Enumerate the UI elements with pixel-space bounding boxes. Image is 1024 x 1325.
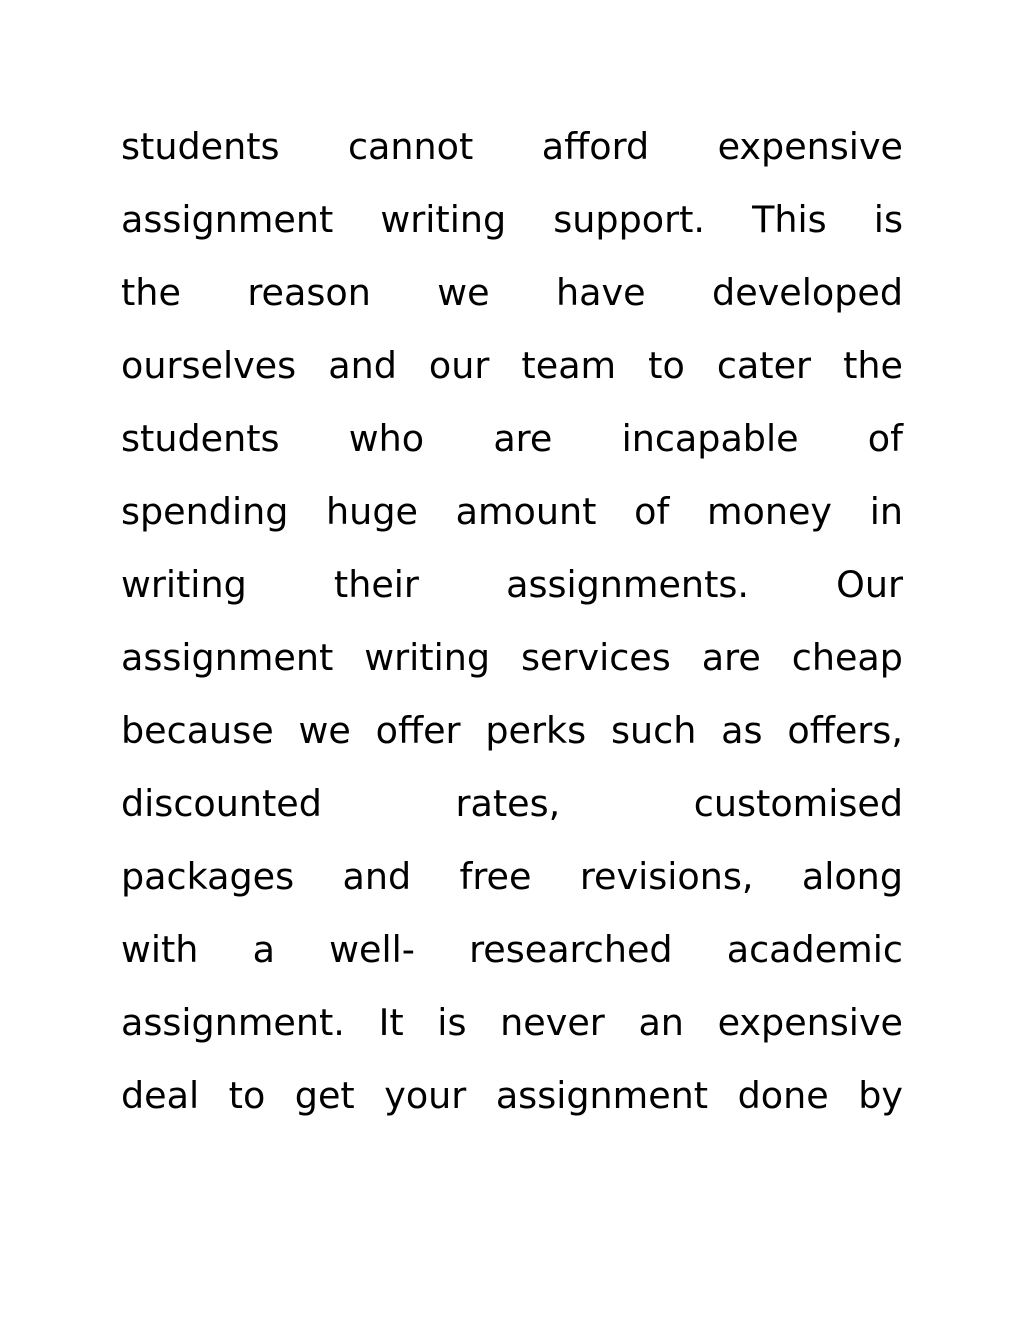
word: assignment	[495, 1074, 709, 1117]
word: a	[252, 928, 275, 971]
word: support.	[553, 198, 706, 241]
text-line-8	[121, 621, 903, 694]
word: Our	[836, 563, 903, 606]
word: of	[634, 490, 670, 533]
text-line-1	[121, 110, 903, 183]
word: rates,	[455, 782, 561, 825]
word: is	[873, 198, 903, 241]
word: discounted	[121, 782, 322, 825]
word: deal	[121, 1074, 200, 1117]
word: expensive	[717, 1001, 903, 1044]
word: ourselves	[121, 344, 297, 387]
word: writing	[121, 563, 247, 606]
word: well-	[329, 928, 415, 971]
word: writing	[380, 198, 507, 241]
word: the	[843, 344, 903, 387]
text-line-7	[121, 548, 903, 621]
word: with	[121, 928, 199, 971]
word: and	[328, 344, 397, 387]
word: cannot	[347, 125, 474, 168]
word: to	[228, 1074, 266, 1117]
text-line-11	[121, 840, 903, 913]
body-paragraph	[121, 110, 903, 1132]
word: in	[869, 490, 903, 533]
text-line-3	[121, 256, 903, 329]
word: students	[121, 417, 280, 460]
word: your	[384, 1074, 467, 1117]
word: assignment.	[121, 1001, 345, 1044]
word: of	[867, 417, 903, 460]
word: get	[294, 1074, 355, 1117]
word: assignments.	[506, 563, 749, 606]
word: offer	[375, 709, 461, 752]
word: by	[858, 1074, 903, 1117]
text-line-9	[121, 694, 903, 767]
word: services	[521, 636, 671, 679]
word: free	[459, 855, 532, 898]
word: because	[121, 709, 274, 752]
text-line-10	[121, 767, 903, 840]
word: assignment	[121, 636, 334, 679]
text-line-4	[121, 329, 903, 402]
word: It	[378, 1001, 404, 1044]
word: to	[648, 344, 685, 387]
word: cater	[716, 344, 812, 387]
word: is	[437, 1001, 467, 1044]
word: expensive	[717, 125, 903, 168]
word: perks	[485, 709, 587, 752]
word: researched	[469, 928, 673, 971]
word: This	[752, 198, 827, 241]
word: money	[706, 490, 833, 533]
word: such	[610, 709, 697, 752]
word: amount	[455, 490, 597, 533]
word: along	[801, 855, 903, 898]
text-line-6	[121, 475, 903, 548]
word: an	[638, 1001, 684, 1044]
word: and	[342, 855, 412, 898]
word: huge	[326, 490, 418, 533]
text-line-14	[121, 1059, 903, 1132]
word: academic	[726, 928, 903, 971]
word: revisions,	[579, 855, 754, 898]
word: never	[500, 1001, 605, 1044]
word: their	[333, 563, 419, 606]
word: our	[428, 344, 490, 387]
word: students	[121, 125, 280, 168]
word: customised	[693, 782, 903, 825]
word: spending	[121, 490, 289, 533]
text-line-5	[121, 402, 903, 475]
word: are	[701, 636, 761, 679]
word: have	[556, 271, 646, 314]
word: are	[493, 417, 553, 460]
word: cheap	[791, 636, 903, 679]
word: packages	[121, 855, 295, 898]
word: incapable	[621, 417, 799, 460]
word: offers,	[787, 709, 903, 752]
word: reason	[247, 271, 371, 314]
word: we	[437, 271, 490, 314]
word: writing	[364, 636, 491, 679]
word: as	[721, 709, 763, 752]
text-line-13	[121, 986, 903, 1059]
word: we	[298, 709, 351, 752]
word: who	[348, 417, 425, 460]
word: done	[737, 1074, 829, 1117]
text-line-12	[121, 913, 903, 986]
text-line-2	[121, 183, 903, 256]
word: assignment	[121, 198, 334, 241]
word: team	[521, 344, 617, 387]
word: developed	[712, 271, 903, 314]
word: the	[121, 271, 181, 314]
word: afford	[541, 125, 650, 168]
